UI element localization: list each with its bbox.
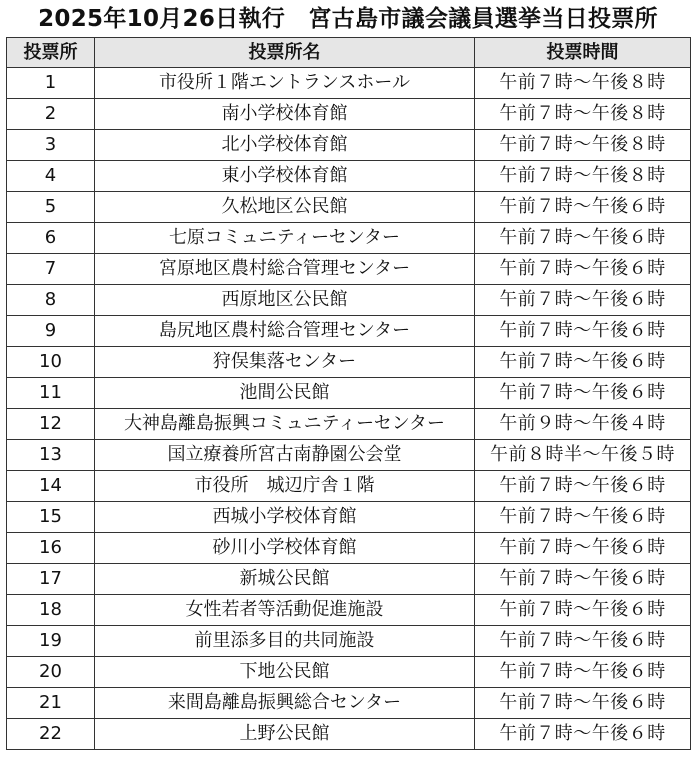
station-number: 4 xyxy=(7,161,95,192)
table-row xyxy=(7,223,691,254)
station-name: 島尻地区農村総合管理センター xyxy=(95,316,475,347)
table-row xyxy=(7,409,691,440)
table-row xyxy=(7,533,691,564)
station-number: 1 xyxy=(7,68,95,99)
voting-hours: 午前７時～午後８時 xyxy=(475,99,691,130)
voting-hours: 午前８時半～午後５時 xyxy=(475,440,691,471)
station-number: 18 xyxy=(7,595,95,626)
table-row xyxy=(7,719,691,750)
voting-hours: 午前７時～午後６時 xyxy=(475,192,691,223)
station-number: 17 xyxy=(7,564,95,595)
voting-hours: 午前７時～午後６時 xyxy=(475,688,691,719)
voting-hours: 午前７時～午後８時 xyxy=(475,161,691,192)
table-row xyxy=(7,192,691,223)
voting-hours: 午前７時～午後６時 xyxy=(475,533,691,564)
voting-hours: 午前７時～午後８時 xyxy=(475,130,691,161)
table-row xyxy=(7,99,691,130)
voting-hours: 午前７時～午後６時 xyxy=(475,378,691,409)
table-row xyxy=(7,161,691,192)
station-name: 新城公民館 xyxy=(95,564,475,595)
station-number: 11 xyxy=(7,378,95,409)
voting-hours: 午前７時～午後６時 xyxy=(475,657,691,688)
station-number: 9 xyxy=(7,316,95,347)
header-station-name: 投票所名 xyxy=(95,38,475,68)
table-row xyxy=(7,440,691,471)
station-name: 市役所 城辺庁舎１階 xyxy=(95,471,475,502)
table-row xyxy=(7,626,691,657)
voting-hours: 午前７時～午後８時 xyxy=(475,68,691,99)
table-row xyxy=(7,68,691,99)
station-name: 西原地区公民館 xyxy=(95,285,475,316)
station-name: 北小学校体育館 xyxy=(95,130,475,161)
station-name: 国立療養所宮古南静園公会堂 xyxy=(95,440,475,471)
voting-hours: 午前７時～午後６時 xyxy=(475,564,691,595)
table-row xyxy=(7,688,691,719)
table-row xyxy=(7,564,691,595)
station-number: 8 xyxy=(7,285,95,316)
voting-hours: 午前７時～午後６時 xyxy=(475,626,691,657)
station-name: 来間島離島振興総合センター xyxy=(95,688,475,719)
voting-hours: 午前７時～午後６時 xyxy=(475,347,691,378)
station-name: 市役所１階エントランスホール xyxy=(95,68,475,99)
voting-hours: 午前９時～午後４時 xyxy=(475,409,691,440)
station-name: 七原コミュニティーセンター xyxy=(95,223,475,254)
table-row xyxy=(7,657,691,688)
voting-hours: 午前７時～午後６時 xyxy=(475,223,691,254)
station-number: 13 xyxy=(7,440,95,471)
station-number: 5 xyxy=(7,192,95,223)
station-name: 宮原地区農村総合管理センター xyxy=(95,254,475,285)
station-number: 12 xyxy=(7,409,95,440)
header-voting-hours: 投票時間 xyxy=(475,38,691,68)
table-row xyxy=(7,471,691,502)
station-number: 10 xyxy=(7,347,95,378)
station-name: 南小学校体育館 xyxy=(95,99,475,130)
page-title: 2025年10月26日執行 宮古島市議会議員選挙当日投票所 xyxy=(38,6,658,32)
station-name: 池間公民館 xyxy=(95,378,475,409)
station-name: 前里添多目的共同施設 xyxy=(95,626,475,657)
station-name: 大神島離島振興コミュニティーセンター xyxy=(95,409,475,440)
station-number: 16 xyxy=(7,533,95,564)
voting-hours: 午前７時～午後６時 xyxy=(475,719,691,750)
voting-hours: 午前７時～午後６時 xyxy=(475,316,691,347)
header-station-number: 投票所 xyxy=(7,38,95,68)
station-number: 6 xyxy=(7,223,95,254)
station-number: 3 xyxy=(7,130,95,161)
table-row xyxy=(7,502,691,533)
station-number: 19 xyxy=(7,626,95,657)
station-name: 女性若者等活動促進施設 xyxy=(95,595,475,626)
station-name: 西城小学校体育館 xyxy=(95,502,475,533)
station-name: 上野公民館 xyxy=(95,719,475,750)
table-row xyxy=(7,378,691,409)
voting-hours: 午前７時～午後６時 xyxy=(475,595,691,626)
station-number: 21 xyxy=(7,688,95,719)
station-number: 20 xyxy=(7,657,95,688)
station-name: 東小学校体育館 xyxy=(95,161,475,192)
voting-hours: 午前７時～午後６時 xyxy=(475,254,691,285)
polling-stations-table xyxy=(6,37,691,750)
table-body xyxy=(7,68,691,750)
station-number: 15 xyxy=(7,502,95,533)
station-name: 狩俣集落センター xyxy=(95,347,475,378)
table-row xyxy=(7,130,691,161)
table-row xyxy=(7,254,691,285)
station-name: 下地公民館 xyxy=(95,657,475,688)
table-row xyxy=(7,347,691,378)
voting-hours: 午前７時～午後６時 xyxy=(475,502,691,533)
table-row xyxy=(7,316,691,347)
station-number: 2 xyxy=(7,99,95,130)
station-number: 7 xyxy=(7,254,95,285)
voting-hours: 午前７時～午後６時 xyxy=(475,285,691,316)
table-row xyxy=(7,285,691,316)
station-name: 砂川小学校体育館 xyxy=(95,533,475,564)
station-number: 22 xyxy=(7,719,95,750)
voting-hours: 午前７時～午後６時 xyxy=(475,471,691,502)
header-row xyxy=(7,38,691,68)
table-header xyxy=(7,38,691,68)
station-name: 久松地区公民館 xyxy=(95,192,475,223)
table-row xyxy=(7,595,691,626)
station-number: 14 xyxy=(7,471,95,502)
